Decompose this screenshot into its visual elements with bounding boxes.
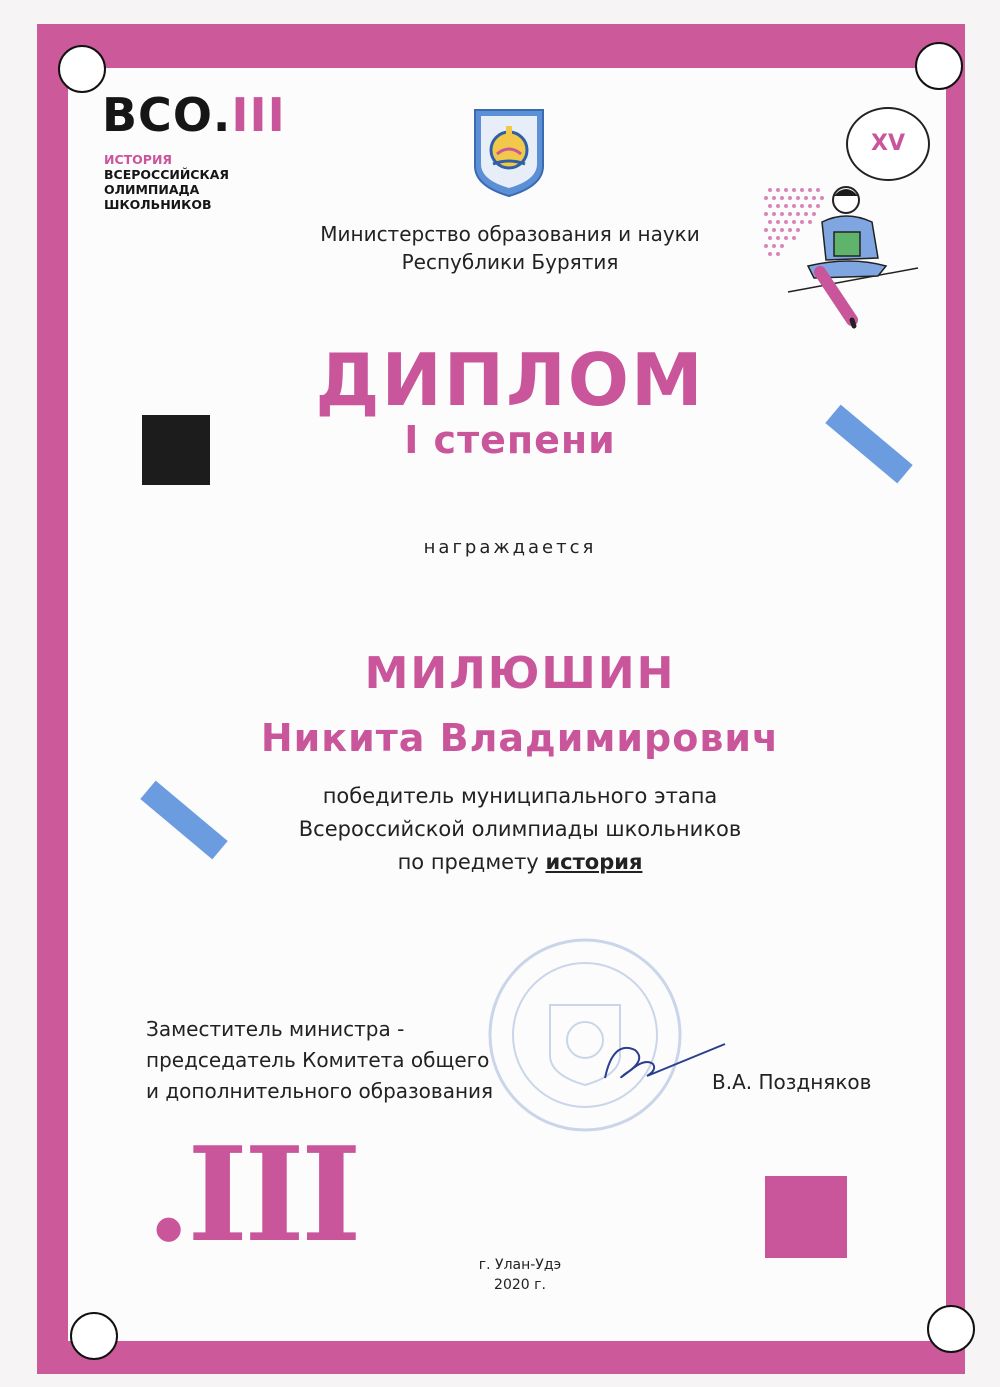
recipient-name: Никита Владимирович <box>260 716 780 760</box>
year: 2020 г. <box>494 1277 546 1293</box>
diploma-title: ДИПЛОМ <box>315 338 705 422</box>
description-line-1: победитель муниципального этапа <box>322 784 718 808</box>
logo-subject: ИСТОРИЯ <box>104 152 173 167</box>
coat-of-arms-icon <box>471 108 547 198</box>
logo-subtitle <box>104 152 229 212</box>
decor-pink-square <box>765 1176 847 1258</box>
description-line-2: Всероссийской олимпиады школьников <box>298 817 742 841</box>
city: г. Улан-Удэ <box>478 1257 562 1273</box>
logo-line: ШКОЛЬНИКОВ <box>104 197 212 212</box>
corner-circle <box>58 45 106 93</box>
achievement-description <box>200 780 840 879</box>
signer-line-2: председатель Комитета общего <box>146 1048 490 1072</box>
reading-person-illustration <box>760 160 920 330</box>
corner-circle <box>70 1312 118 1360</box>
logo-main-text: ВСО. <box>102 88 232 142</box>
diploma-degree: I степени <box>404 418 616 462</box>
description-line-3 <box>200 846 840 879</box>
speech-bubble: XV <box>846 107 930 181</box>
description-prefix: по предмету <box>397 850 539 874</box>
logo-main-accent: III <box>231 88 286 142</box>
signer-name: В.А. Поздняков <box>712 1070 872 1094</box>
ministry-name <box>250 220 770 276</box>
logo-line: ВСЕРОССИЙСКАЯ <box>104 167 229 182</box>
corner-circle <box>927 1305 975 1353</box>
signer-title <box>146 1014 576 1107</box>
olympiad-mark: .III <box>146 1118 358 1271</box>
subject-name: история <box>545 850 643 874</box>
decor-black-square <box>142 415 210 485</box>
signer-line-3: и дополнительного образования <box>146 1079 494 1103</box>
place-and-date <box>420 1255 620 1295</box>
corner-circle <box>915 42 963 90</box>
ministry-line-1: Министерство образования и науки <box>320 222 700 246</box>
awarded-label: награждается <box>423 537 597 558</box>
ministry-line-2: Республики Бурятия <box>401 250 619 274</box>
signer-line-1: Заместитель министра - <box>146 1017 405 1041</box>
logo-line: ОЛИМПИАДА <box>104 182 200 197</box>
olympiad-logo <box>102 88 286 142</box>
recipient-surname: МИЛЮШИН <box>364 648 676 699</box>
